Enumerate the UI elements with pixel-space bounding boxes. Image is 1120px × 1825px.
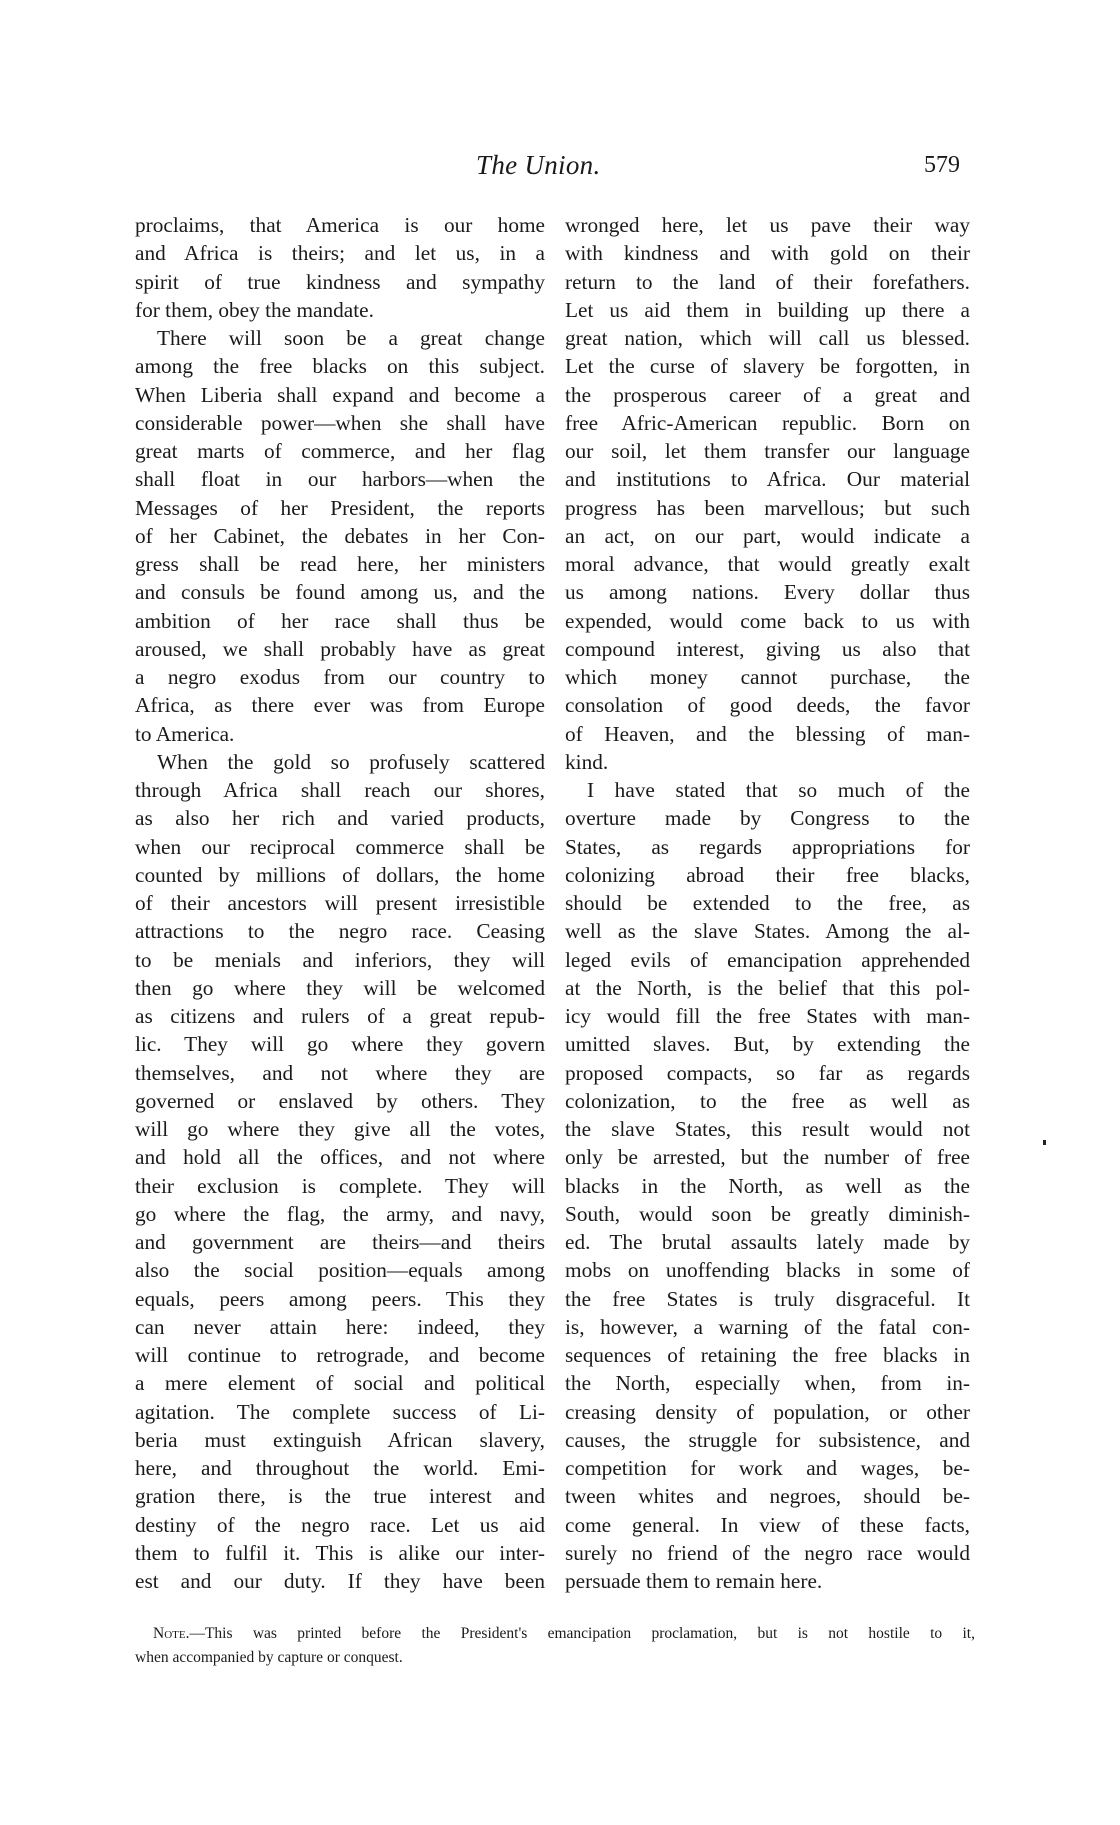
text-line: creasing density of population, or other xyxy=(565,1399,970,1424)
text-line: themselves, and not where they are xyxy=(135,1060,545,1085)
text-line: There will soon be a great change xyxy=(157,326,545,350)
text-line: at the North, is the belief that this pol- xyxy=(565,975,970,1000)
text-line: shall float in our harbors—when the xyxy=(135,467,545,492)
text-line: overture made by Congress to the xyxy=(565,806,970,831)
text-line: come general. In view of these facts, xyxy=(565,1512,970,1537)
text-line: great marts of commerce, and her flag xyxy=(135,439,545,463)
text-line: destiny of the negro race. Let us aid xyxy=(135,1512,545,1537)
text-line: Let us aid them in building up there a xyxy=(565,297,970,322)
text-line: also the social position—equals among xyxy=(135,1258,545,1283)
text-line: persuade them to remain here. xyxy=(565,1569,823,1593)
text-line: umitted slaves. But, by extending the xyxy=(565,1032,970,1057)
text-line: gration there, is the true interest and xyxy=(135,1484,545,1509)
text-line: gress shall be read here, her ministers xyxy=(135,552,545,576)
text-line: considerable power—when she shall have xyxy=(135,410,545,435)
right-column xyxy=(565,211,970,1595)
text-line: est and our duty. If they have been xyxy=(135,1569,545,1593)
text-line: South, would soon be greatly diminish- xyxy=(565,1201,970,1226)
text-line: which money cannot purchase, the xyxy=(565,665,970,689)
text-line: beria must extinguish African slavery, xyxy=(135,1427,545,1452)
text-line: When the gold so profusely scattered xyxy=(157,749,545,774)
text-line: ambition of her race shall thus be xyxy=(135,608,545,633)
text-line: a negro exodus from our country to xyxy=(135,665,545,689)
text-line: spirit of true kindness and sympathy xyxy=(135,269,545,294)
text-line: causes, the struggle for subsistence, and xyxy=(565,1427,970,1452)
text-line: their exclusion is complete. They will xyxy=(135,1173,545,1198)
footnote xyxy=(135,1622,975,1670)
text-line: tween whites and negroes, should be- xyxy=(565,1484,970,1509)
text-line: among the free blacks on this subject. xyxy=(135,354,545,379)
print-speck xyxy=(1043,1140,1046,1145)
text-line: to be menials and inferiors, they will xyxy=(135,947,545,972)
text-line: will go where they give all the votes, xyxy=(135,1117,545,1141)
text-line: can never attain here: indeed, they xyxy=(135,1314,545,1339)
text-line: lic. They will go where they govern xyxy=(135,1032,545,1057)
text-line: Let the curse of slavery be forgotten, in xyxy=(565,354,970,379)
text-line: and government are theirs—and theirs xyxy=(135,1230,545,1254)
text-line: consolation of good deeds, the favor xyxy=(565,693,970,718)
text-line: is, however, a warning of the fatal con- xyxy=(565,1314,970,1339)
text-line: here, and throughout the world. Emi- xyxy=(135,1456,545,1480)
text-line: for them, obey the mandate. xyxy=(135,297,374,322)
text-line: and institutions to Africa. Our material xyxy=(565,467,970,492)
running-header xyxy=(0,148,1120,182)
text-line: the slave States, this result would not xyxy=(565,1117,970,1141)
text-line: proclaims, that America is our home xyxy=(135,213,545,237)
text-line: progress has been marvellous; but such xyxy=(565,495,970,520)
text-line: aroused, we shall probably have as great xyxy=(135,636,545,661)
text-line: will continue to retrograde, and become xyxy=(135,1343,545,1367)
text-line: Messages of her President, the reports xyxy=(135,495,545,520)
text-line: free Afric-American republic. Born on xyxy=(565,410,970,435)
text-line: ed. The brutal assaults lately made by xyxy=(565,1230,970,1254)
text-line: as also her rich and varied products, xyxy=(135,806,545,831)
text-line: attractions to the negro race. Ceasing xyxy=(135,919,545,944)
text-line: blacks in the North, as well as the xyxy=(565,1173,970,1198)
text-line: the North, especially when, from in- xyxy=(565,1371,970,1396)
text-line: of Heaven, and the blessing of man- xyxy=(565,721,970,746)
text-line: Africa, as there ever was from Europe xyxy=(135,693,545,718)
text-line: go where the flag, the army, and navy, xyxy=(135,1201,545,1226)
text-line: surely no friend of the negro race would xyxy=(565,1540,970,1565)
text-line: as citizens and rulers of a great repub- xyxy=(135,1004,545,1028)
text-line: proposed compacts, so far as regards xyxy=(565,1060,970,1085)
text-line: I have stated that so much of the xyxy=(587,778,970,802)
text-line: compound interest, giving us also that xyxy=(565,636,970,661)
text-line: a mere element of social and political xyxy=(135,1371,545,1396)
text-line: competition for work and wages, be- xyxy=(565,1456,970,1480)
text-line: should be extended to the free, as xyxy=(565,891,970,915)
text-line: and hold all the offices, and not where xyxy=(135,1145,545,1170)
text-line: to America. xyxy=(135,721,235,746)
text-line: wronged here, let us pave their way xyxy=(565,213,970,237)
text-line: kind. xyxy=(565,749,609,774)
text-line: well as the slave States. Among the al- xyxy=(565,919,970,944)
text-line: the free States is truly disgraceful. It xyxy=(565,1286,970,1311)
text-line: when our reciprocal commerce shall be xyxy=(135,834,545,859)
text-line: States, as regards appropriations for xyxy=(565,834,970,859)
text-line: return to the land of their forefathers. xyxy=(565,269,970,294)
text-line: and consuls be found among us, and the xyxy=(135,580,545,605)
footnote-label: Note. xyxy=(153,1625,190,1642)
text-line: them to fulfil it. This is alike our inter- xyxy=(135,1540,545,1565)
text-line: us among nations. Every dollar thus xyxy=(565,580,970,605)
footnote-line-2: when accompanied by capture or conquest. xyxy=(135,1649,403,1666)
text-line: colonizing abroad their free blacks, xyxy=(565,862,970,887)
text-line: our soil, let them transfer our language xyxy=(565,439,970,463)
text-line: the prosperous career of a great and xyxy=(565,382,970,407)
text-line: of their ancestors will present irresistible xyxy=(135,891,545,915)
text-line: and Africa is theirs; and let us, in a xyxy=(135,241,545,266)
left-column xyxy=(135,211,545,1595)
text-line: agitation. The complete success of Li- xyxy=(135,1399,545,1424)
text-line: colonization, to the free as well as xyxy=(565,1088,970,1113)
running-title: The Union. xyxy=(476,150,601,180)
text-line: through Africa shall reach our shores, xyxy=(135,778,545,802)
page-number: 579 xyxy=(924,152,960,178)
footnote-text-1: —This was printed before the President's emancipation proclamation, but is not hostile to it, xyxy=(189,1625,975,1642)
footnote-line-1 xyxy=(135,1622,975,1646)
text-line: then go where they will be welcomed xyxy=(135,975,545,1000)
text-line: counted by millions of dollars, the home xyxy=(135,862,545,887)
text-line: expended, would come back to us with xyxy=(565,608,970,633)
text-line: equals, peers among peers. This they xyxy=(135,1286,545,1311)
text-line: an act, on our part, would indicate a xyxy=(565,523,970,548)
text-line: with kindness and with gold on their xyxy=(565,241,970,266)
text-line: of her Cabinet, the debates in her Con- xyxy=(135,523,545,548)
text-line: When Liberia shall expand and become a xyxy=(135,382,545,407)
text-line: great nation, which will call us blessed. xyxy=(565,326,970,350)
text-line: mobs on unoffending blacks in some of xyxy=(565,1258,970,1283)
text-line: sequences of retaining the free blacks in xyxy=(565,1343,970,1367)
text-line: moral advance, that would greatly exalt xyxy=(565,552,970,576)
text-line: icy would fill the free States with man- xyxy=(565,1004,970,1028)
text-line: governed or enslaved by others. They xyxy=(135,1088,545,1113)
text-line: leged evils of emancipation apprehended xyxy=(565,947,970,972)
text-line: only be arrested, but the number of free xyxy=(565,1145,970,1170)
